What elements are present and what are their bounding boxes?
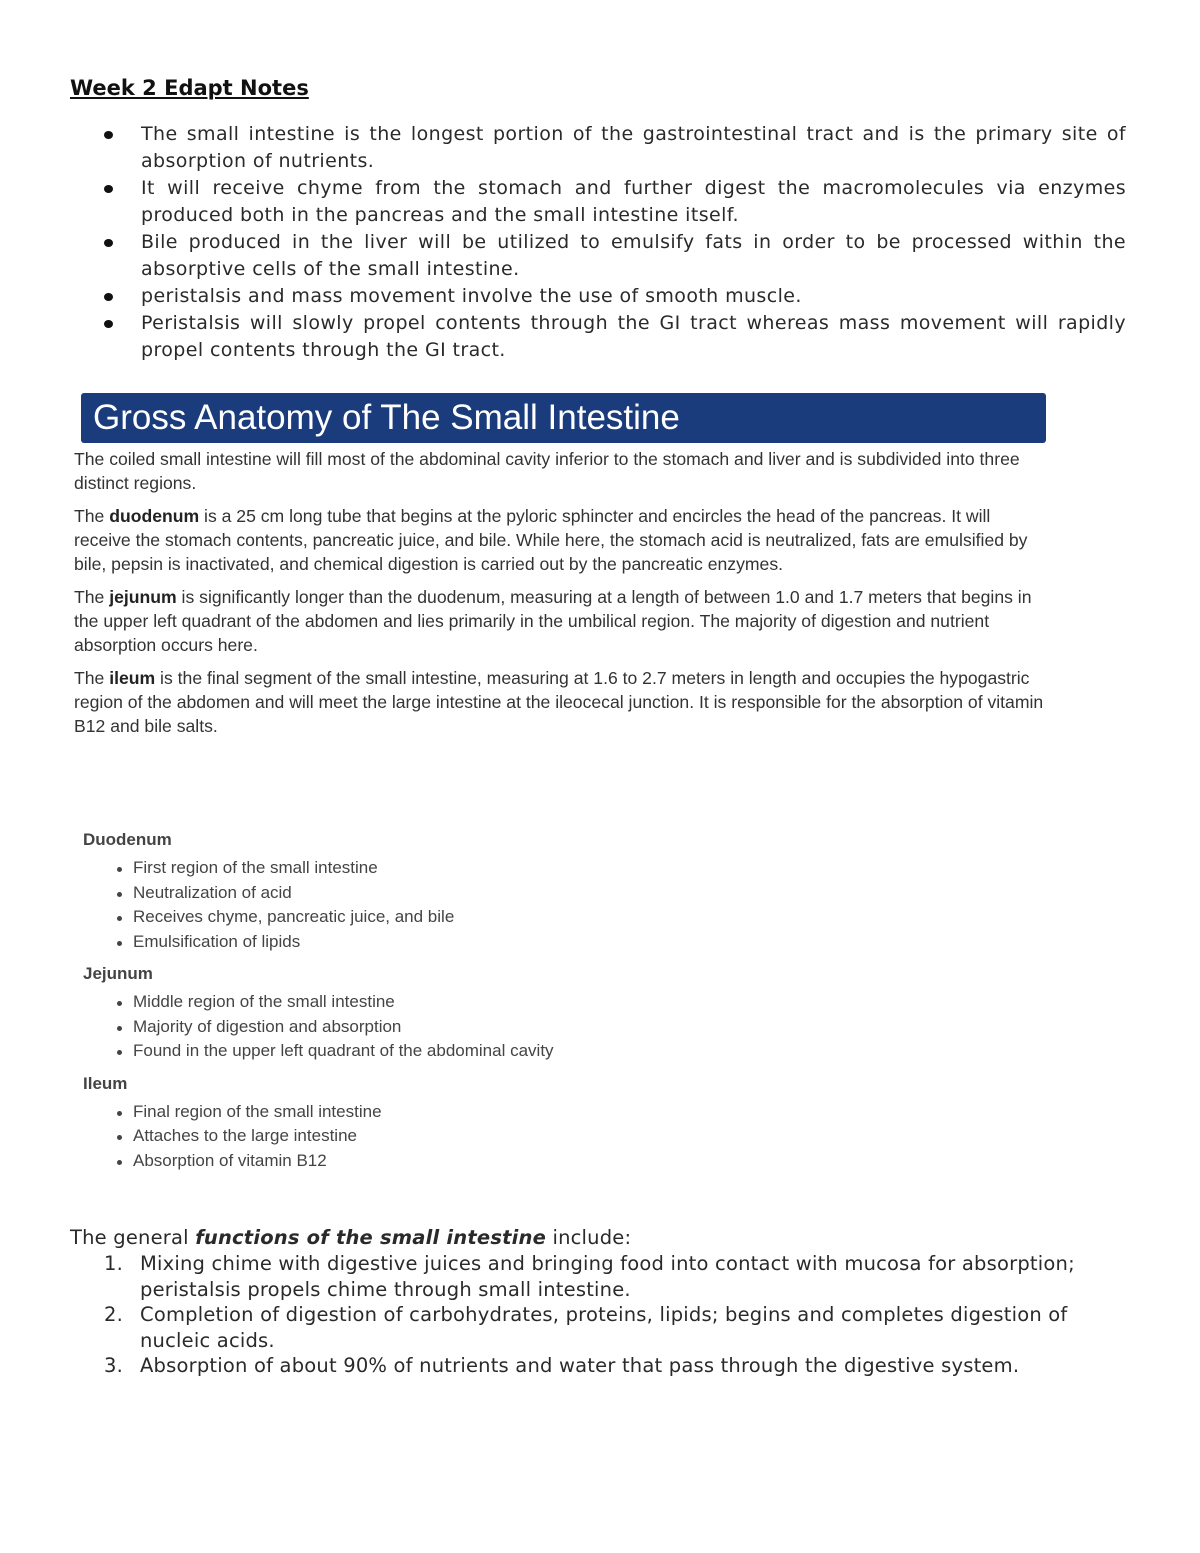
intro-bullet-list: [104, 121, 1126, 364]
bullet-icon: [104, 320, 113, 328]
page-title: Week 2 Edapt Notes: [70, 76, 309, 100]
list-item: Middle region of the small intestine: [104, 990, 783, 1015]
bullet-icon: [117, 941, 122, 946]
functions-emphasis: functions of the small intestine: [195, 1226, 547, 1249]
list-item: Found in the upper left quadrant of the abdominal cavity: [104, 1039, 783, 1064]
list-item: It will receive chyme from the stomach and further digest the macromolecules via enzymes produced both in the pancreas and the small intestine itself.: [104, 175, 1126, 229]
list-item: 2. Completion of digestion of carbohydrates, proteins, lipids; begins and completes digestion of nucleic acids.: [104, 1303, 1068, 1352]
bullet-icon: [104, 293, 113, 301]
bullet-icon: [117, 916, 122, 921]
list-item: Peristalsis will slowly propel contents through the GI tract whereas mass movement will rapidly propel contents through the GI tract.: [104, 310, 1126, 364]
region-heading-jejunum: Jejunum: [83, 964, 153, 983]
term-jejunum: jejunum: [109, 587, 177, 607]
bullet-icon: [117, 1160, 122, 1165]
paragraph-ileum: The ileum is the final segment of the small intestine, measuring at 1.6 to 2.7 meters in length and occupies the hypogastric region of the abdomen and will meet the large intestine at the ileocecal junction. It is responsible for the absorption of vitamin B12 and bile salts.: [74, 668, 1044, 736]
functions-list: [70, 1251, 1130, 1379]
list-item: 3. Absorption of about 90% of nutrients and water that pass through the digestive system.: [104, 1354, 1020, 1377]
bullet-icon: [104, 239, 113, 247]
list-item: Neutralization of acid: [104, 881, 783, 906]
bullet-icon: [117, 1001, 122, 1006]
gross-anatomy-text: [74, 447, 1049, 747]
region-list-ileum: [83, 1100, 783, 1174]
region-heading-ileum: Ileum: [83, 1073, 128, 1093]
functions-section: [70, 1225, 1130, 1379]
bullet-icon: [117, 867, 122, 872]
list-item: The small intestine is the longest portion of the gastrointestinal tract and is the primary site of absorption of nutrients.: [104, 121, 1126, 175]
bullet-icon: [117, 1050, 122, 1055]
bullet-icon: [117, 1111, 122, 1116]
region-heading-duodenum: Duodenum: [83, 830, 172, 849]
list-item: First region of the small intestine: [104, 856, 783, 881]
gross-anatomy-banner: Gross Anatomy of The Small Intestine: [81, 393, 1046, 443]
bullet-icon: [117, 892, 122, 897]
list-item: Emulsification of lipids: [104, 930, 783, 955]
term-duodenum: duodenum: [109, 506, 200, 526]
list-item: Attaches to the large intestine: [104, 1124, 783, 1149]
bullet-icon: [104, 131, 113, 139]
region-list-duodenum: [83, 856, 783, 954]
bullet-icon: [117, 1135, 122, 1140]
paragraph-overview: The coiled small intestine will fill most of the abdominal cavity inferior to the stomach and liver and is subdivided into three distinct regions.: [74, 449, 1020, 493]
list-item: Bile produced in the liver will be utilized to emulsify fats in order to be processed within the absorptive cells of the small intestine.: [104, 229, 1126, 283]
list-item: Majority of digestion and absorption: [104, 1015, 783, 1040]
term-ileum: ileum: [109, 668, 156, 688]
bullet-icon: [117, 1026, 122, 1031]
list-item: peristalsis and mass movement involve the use of smooth muscle.: [104, 283, 1126, 310]
functions-intro: The general functions of the small intestine include:: [70, 1226, 632, 1249]
regions-summary: [83, 828, 783, 1181]
list-item: Absorption of vitamin B12: [104, 1149, 783, 1174]
paragraph-duodenum: The duodenum is a 25 cm long tube that begins at the pyloric sphincter and encircles the head of the pancreas. It will receive the stomach contents, pancreatic juice, and bile. While here, the stomach acid is neutralized, fats are emulsified by bile, pepsin is inactivated, and chemical digestion is carried out by the pancreatic enzymes.: [74, 506, 1028, 574]
list-item: 1. Mixing chime with digestive juices and bringing food into contact with mucosa for absorption; peristalsis propels chime through small intestine.: [104, 1252, 1075, 1301]
list-item: Final region of the small intestine: [104, 1100, 783, 1125]
paragraph-jejunum: The jejunum is significantly longer than the duodenum, measuring at a length of between 1.0 and 1.7 meters that begins in the upper left quadrant of the abdomen and lies primarily in the umbilical region. The majority of digestion and nutrient absorption occurs here.: [74, 587, 1032, 655]
bullet-icon: [104, 185, 113, 193]
region-list-jejunum: [83, 990, 783, 1064]
list-item: Receives chyme, pancreatic juice, and bile: [104, 905, 783, 930]
